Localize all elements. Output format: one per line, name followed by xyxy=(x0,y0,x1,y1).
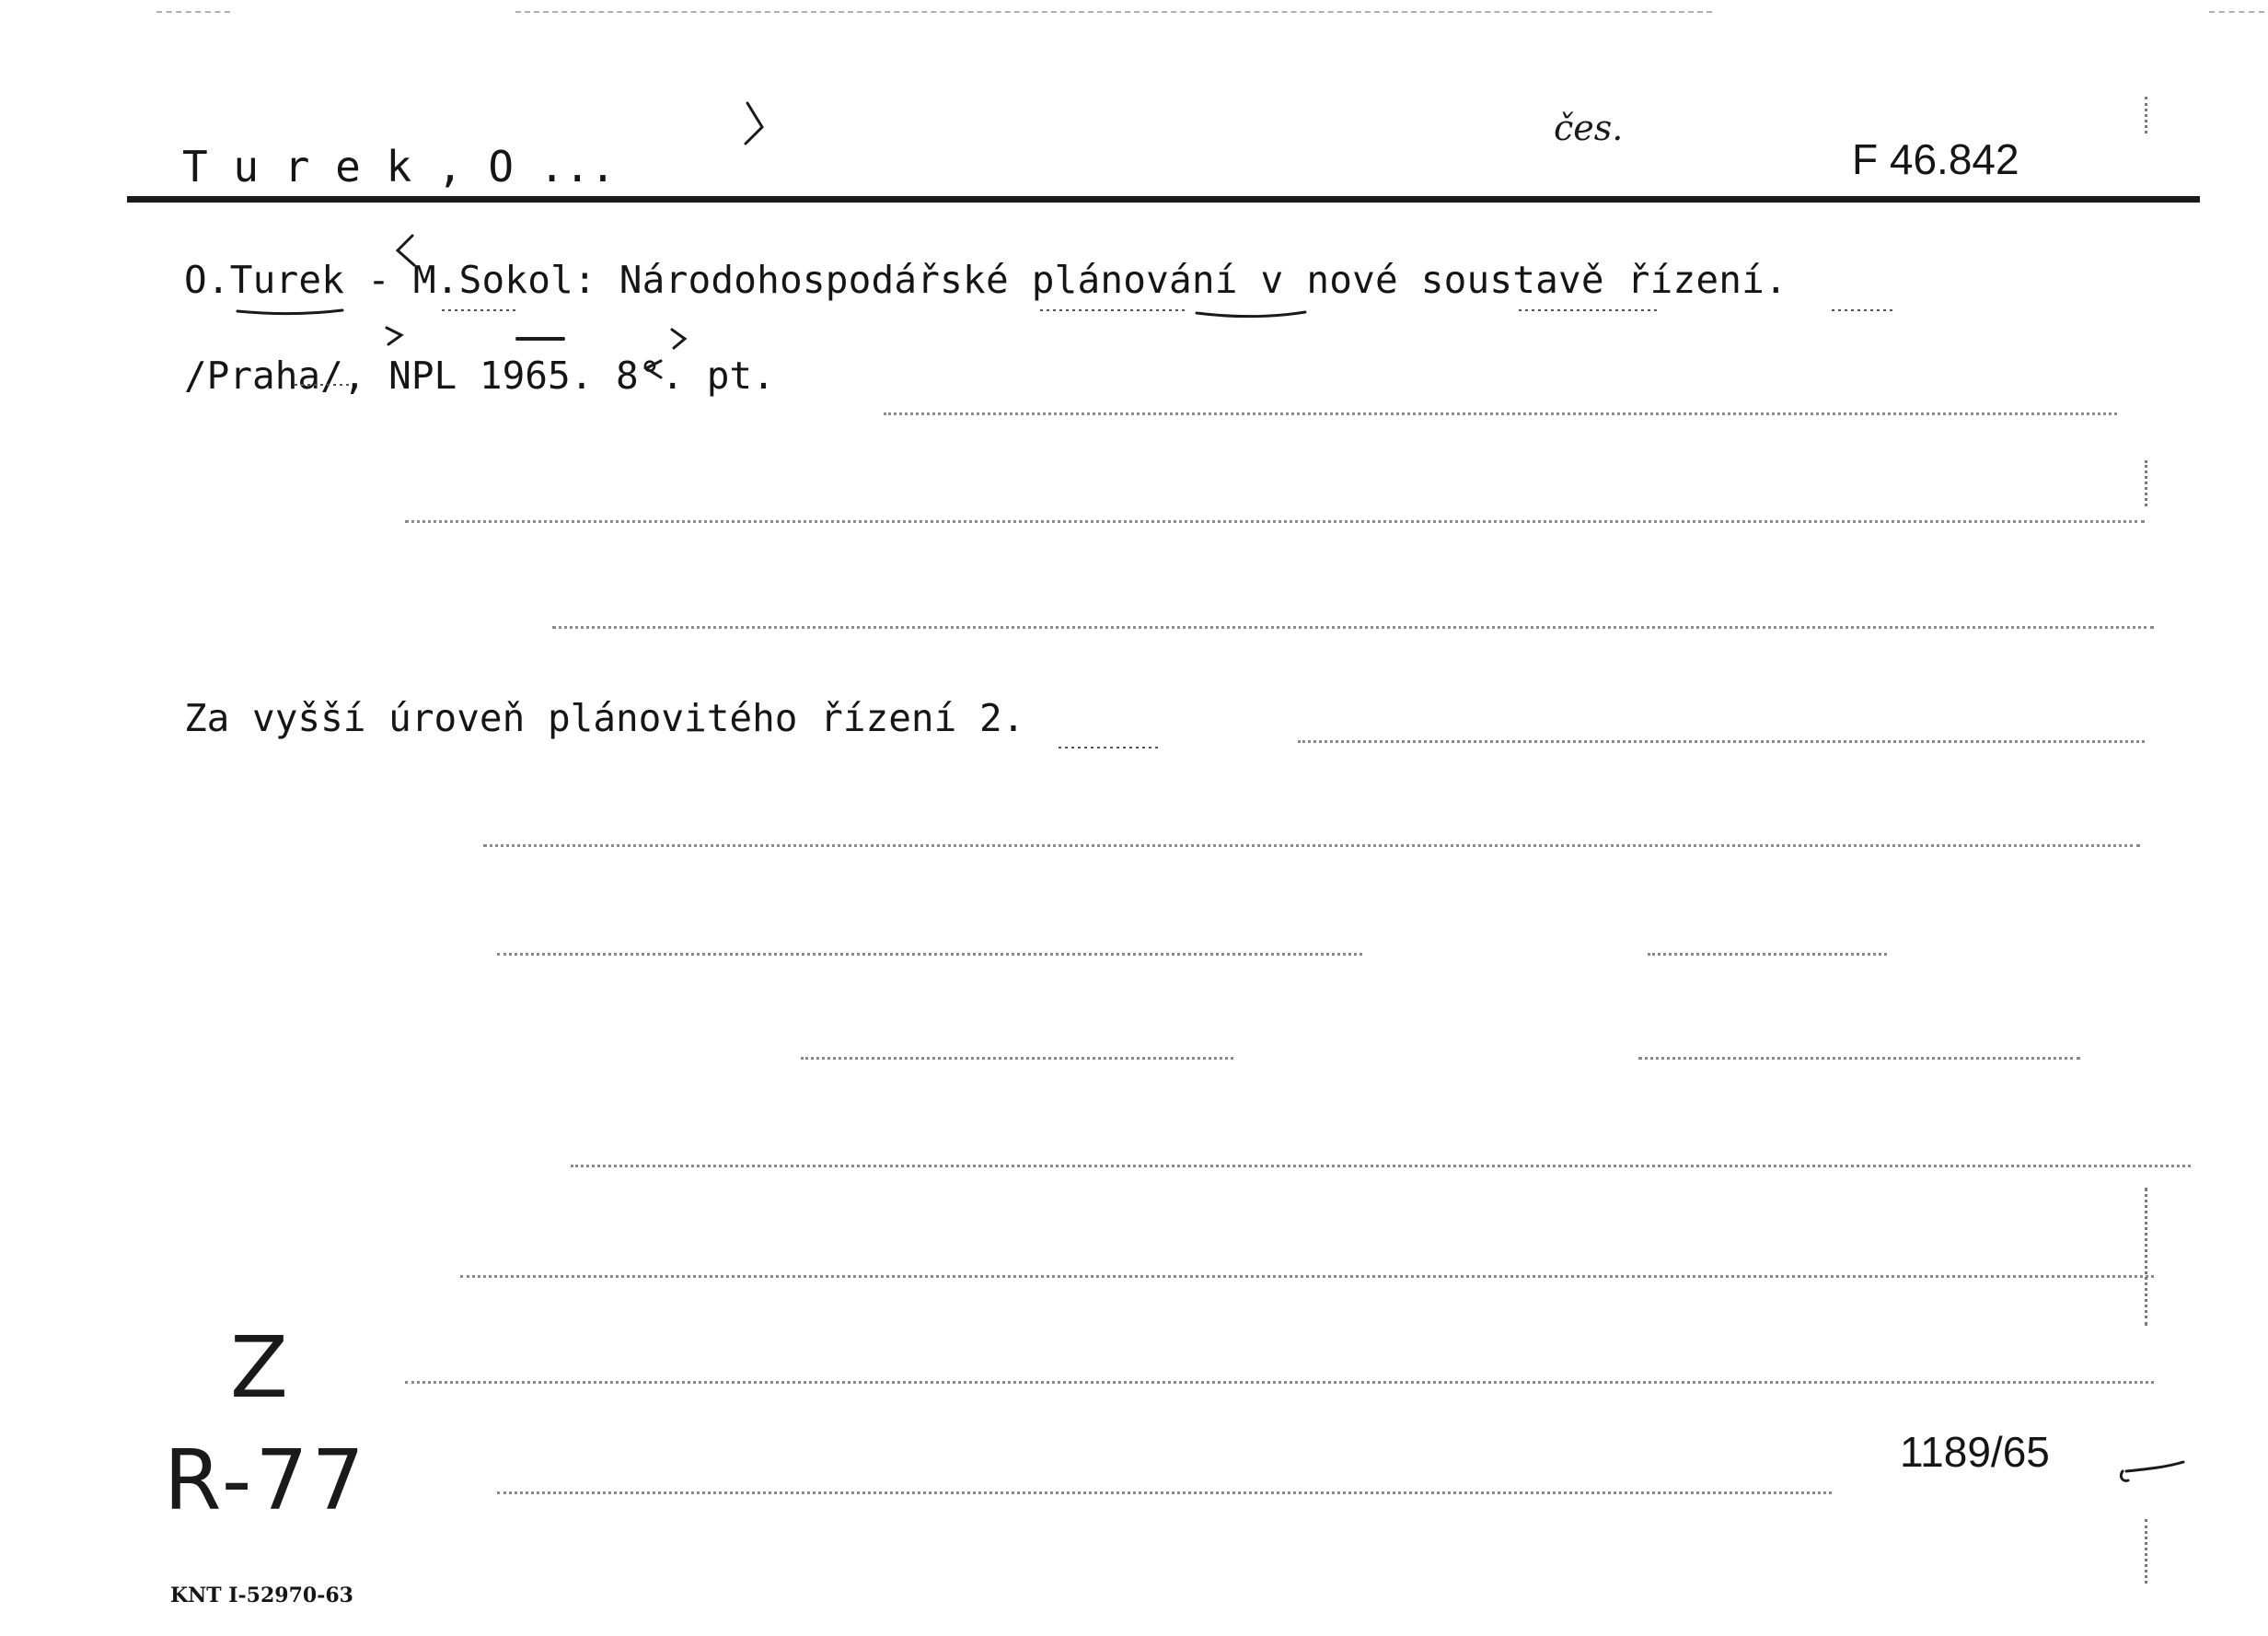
language-note: čes. xyxy=(1554,108,1624,148)
guide-line xyxy=(801,1057,1233,1060)
guide-line xyxy=(497,1491,1832,1494)
guide-line xyxy=(1298,740,2145,743)
top-edge-line xyxy=(156,11,230,13)
right-edge-dots xyxy=(2145,1519,2147,1584)
series-note: Za vyšší úroveň plánovitého řízení 2. xyxy=(184,696,1025,740)
guide-line xyxy=(1638,1057,2080,1060)
shelf-mark: F 46.842 xyxy=(1852,135,2019,183)
guide-line xyxy=(571,1165,2191,1167)
entry-line-1: O.Turek - M.Sokol: Národohospodářské plánování v nové soustavě řízení. xyxy=(184,258,1788,302)
right-edge-dots xyxy=(2145,97,2147,133)
author-heading: T u r e k , O ... xyxy=(182,142,616,191)
guide-line xyxy=(405,520,2145,523)
printer-imprint: KNT I-52970-63 xyxy=(170,1584,353,1607)
right-edge-dots xyxy=(2145,1188,2147,1326)
location-code: R-77 xyxy=(164,1433,368,1529)
guide-line xyxy=(497,953,1362,956)
top-edge-line xyxy=(515,11,1712,13)
right-edge-dots xyxy=(2145,460,2147,506)
accession-number: 1189/65 xyxy=(1900,1428,2050,1476)
guide-line xyxy=(552,626,2154,629)
guide-line xyxy=(884,412,2117,415)
entry-line-2: /Praha/, NPL 1965. 8°. pt. xyxy=(184,354,775,398)
guide-line xyxy=(1648,953,1887,956)
location-letter: Z xyxy=(230,1318,289,1417)
guide-line xyxy=(405,1381,2154,1384)
top-edge-line xyxy=(2209,11,2264,13)
guide-line xyxy=(483,844,2140,847)
guide-line xyxy=(460,1275,2154,1278)
heading-rule xyxy=(127,196,2200,203)
